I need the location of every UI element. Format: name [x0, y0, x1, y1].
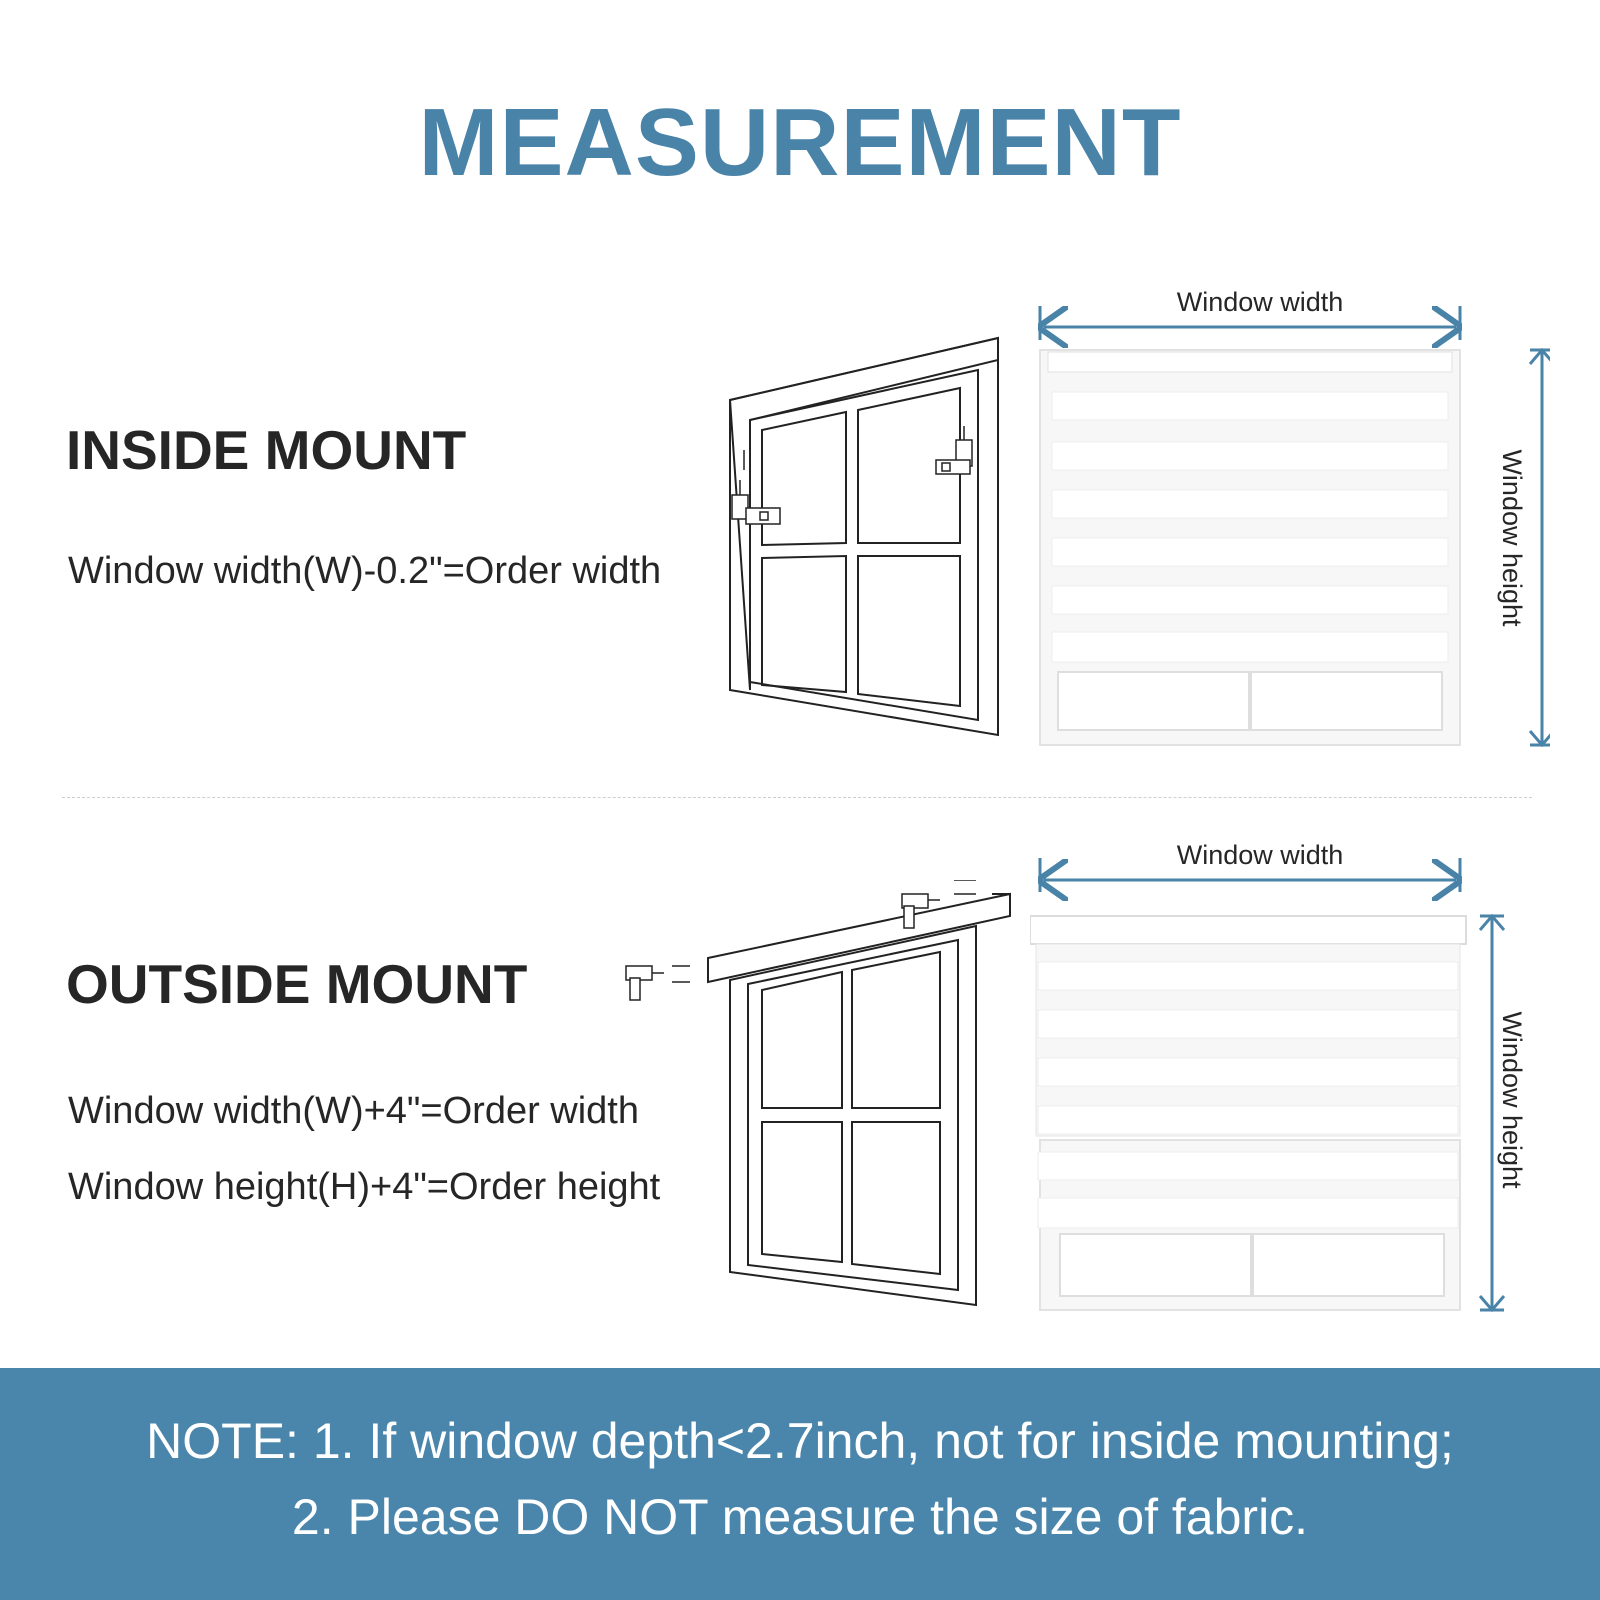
drill-bracket-icon [732, 450, 780, 524]
note-line-2: 2. Please DO NOT measure the size of fabric. [291, 1489, 1309, 1545]
note-line-1: NOTE: 1. If window depth<2.7inch, not for inside mounting; [146, 1413, 1454, 1469]
outside-mount-heading: OUTSIDE MOUNT [66, 953, 528, 1015]
drill-icon [626, 966, 690, 1000]
outside-height-label: Window height [1497, 1011, 1527, 1189]
note-banner [0, 1368, 1600, 1600]
outside-width-label: Window width [1176, 840, 1344, 870]
page-title: MEASUREMENT [418, 89, 1182, 196]
inside-mount-window-diagram [720, 330, 1010, 750]
inside-mount-blind-diagram [1030, 280, 1550, 760]
outside-mount-width-formula: Window width(W)+4"=Order width [68, 1090, 640, 1132]
drill-bracket-icon [936, 394, 972, 474]
inside-width-label: Window width [1176, 287, 1344, 317]
inside-mount-heading: INSIDE MOUNT [66, 419, 467, 481]
outside-mount-height-formula: Window height(H)+4"=Order height [68, 1166, 661, 1208]
inside-height-label: Window height [1497, 449, 1527, 627]
section-divider [62, 797, 1532, 798]
inside-mount-formula: Window width(W)-0.2"=Order width [68, 550, 662, 592]
outside-mount-window-diagram [620, 880, 1020, 1310]
outside-mount-blind-diagram [1030, 830, 1550, 1320]
